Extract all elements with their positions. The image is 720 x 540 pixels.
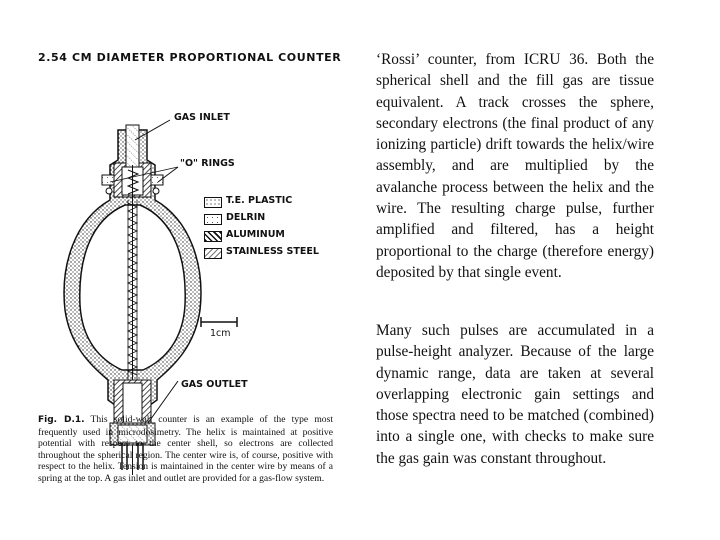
legend-swatch-delrin: [204, 214, 222, 225]
scale-label: 1cm: [210, 328, 231, 339]
caption-label: Fig. D.1.: [38, 415, 85, 425]
legend-swatch-aluminum: [204, 231, 222, 242]
legend-aluminum: ALUMINUM: [226, 229, 285, 240]
caption-text: This solid-wall counter is an example of the type most frequently used in microdosimetry. The helix is maintained at positive potential with respect to the center shell, so electrons are collected throughout the spherical region. The center wire is, of course, positive with respect to the helix. Tension is maintained in the center wire by means of a spring at the top. A gas inlet and outlet are provided for a gas-flow system.: [38, 414, 333, 484]
legend-te-plastic: T.E. PLASTIC: [226, 195, 293, 206]
paragraph-1: ‘Rossi’ counter, from ICRU 36. Both the spherical shell and the fill gas are tissue equivalent. A track crosses the sphere, secondary electrons (the final product of any ionizing particle) drift towards the helix/wire assembly, and are multiplied by the avalanche process between the helix and the wire. The resulting charge pulse, further amplified and filtered, has a height proportional to the charge (therefore energy) deposited by that single event.: [376, 51, 654, 281]
legend-stainless-steel: STAINLESS STEEL: [226, 246, 319, 257]
legend-swatch-stainless-steel: [204, 248, 222, 259]
o-rings-label: "O" RINGS: [180, 158, 235, 169]
gas-inlet-tube: [126, 125, 139, 167]
legend-swatch-te-plastic: [204, 197, 222, 208]
paragraph-2: Many such pulses are accumulated in a pulse-height analyzer. Because of the large dynamic range, data are taken at several overlapping electronic gain settings and those spectra need to be matched (combined) into a single one, with checks to make sure the gas gain was constant throughout.: [376, 322, 654, 467]
gas-inlet-label: GAS INLET: [174, 112, 230, 123]
legend-delrin: DELRIN: [226, 212, 266, 223]
gas-outlet-label: GAS OUTLET: [181, 379, 248, 390]
figure-title: 2.54 CM DIAMETER PROPORTIONAL COUNTER: [38, 51, 342, 64]
figure-caption: [38, 414, 333, 484]
